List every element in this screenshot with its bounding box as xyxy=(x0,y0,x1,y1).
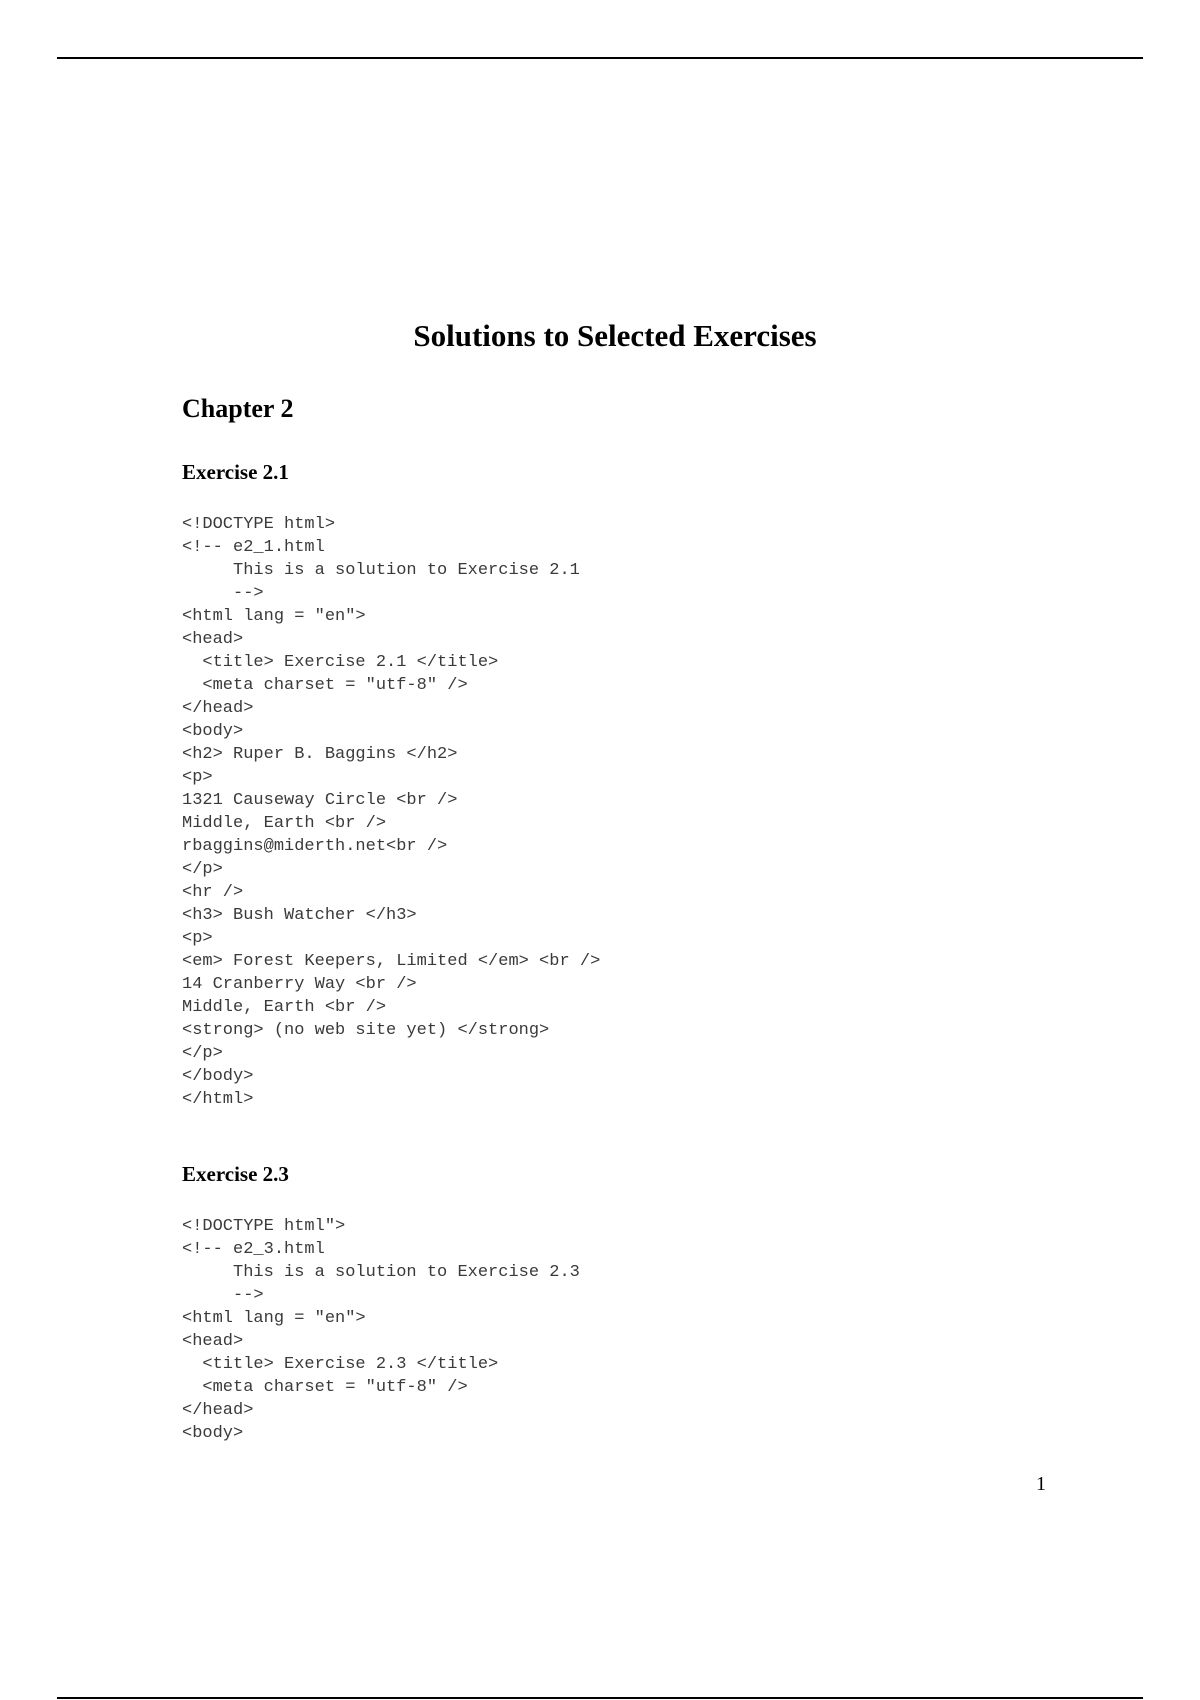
code-line: This is a solution to Exercise 2.1 xyxy=(182,561,580,580)
code-line: This is a solution to Exercise 2.3 xyxy=(182,1263,580,1282)
code-line: rbaggins@miderth.net<br /> xyxy=(182,837,448,856)
code-line: </head> xyxy=(182,699,254,718)
code-line: --> xyxy=(182,584,264,603)
code-line: </body> xyxy=(182,1067,254,1086)
code-line: <head> xyxy=(182,1332,244,1351)
code-line: <!DOCTYPE html> xyxy=(182,515,336,534)
code-line: <strong> (no web site yet) </strong> xyxy=(182,1021,550,1040)
code-line: <hr /> xyxy=(182,883,244,902)
code-line: <title> Exercise 2.1 </title> xyxy=(182,653,499,672)
page-number: 1 xyxy=(1036,1473,1046,1495)
code-line: <h3> Bush Watcher </h3> xyxy=(182,906,417,925)
code-line: </p> xyxy=(182,1044,223,1063)
code-line: Middle, Earth <br /> xyxy=(182,814,387,833)
code-line: 1321 Causeway Circle <br /> xyxy=(182,791,458,810)
code-line: <body> xyxy=(182,1424,244,1443)
code-line: <!-- e2_3.html xyxy=(182,1240,325,1259)
exercise-heading: Exercise 2.3 xyxy=(182,1162,289,1186)
code-line: <title> Exercise 2.3 </title> xyxy=(182,1355,499,1374)
top-rule xyxy=(57,57,1143,59)
code-line: --> xyxy=(182,1286,264,1305)
code-line: <meta charset = "utf-8" /> xyxy=(182,1378,468,1397)
code-line: <p> xyxy=(182,768,213,787)
code-line: <!-- e2_1.html xyxy=(182,538,325,557)
code-line: <!DOCTYPE html"> xyxy=(182,1217,346,1236)
code-line: 14 Cranberry Way <br /> xyxy=(182,975,417,994)
bottom-rule xyxy=(57,1697,1143,1699)
document-title: Solutions to Selected Exercises xyxy=(413,318,817,353)
code-line: <em> Forest Keepers, Limited </em> <br /> xyxy=(182,952,601,971)
chapter-heading: Chapter 2 xyxy=(182,394,294,423)
code-listing xyxy=(182,513,600,1111)
code-listing xyxy=(182,1215,580,1445)
code-line: <meta charset = "utf-8" /> xyxy=(182,676,468,695)
code-line: Middle, Earth <br /> xyxy=(182,998,387,1017)
exercise-heading: Exercise 2.1 xyxy=(182,460,289,484)
code-line: <html lang = "en"> xyxy=(182,607,366,626)
code-line: </p> xyxy=(182,860,223,879)
code-line: </head> xyxy=(182,1401,254,1420)
code-line: <h2> Ruper B. Baggins </h2> xyxy=(182,745,458,764)
code-line: </html> xyxy=(182,1090,254,1109)
code-line: <head> xyxy=(182,630,244,649)
code-line: <p> xyxy=(182,929,213,948)
code-line: <body> xyxy=(182,722,244,741)
code-line: <html lang = "en"> xyxy=(182,1309,366,1328)
